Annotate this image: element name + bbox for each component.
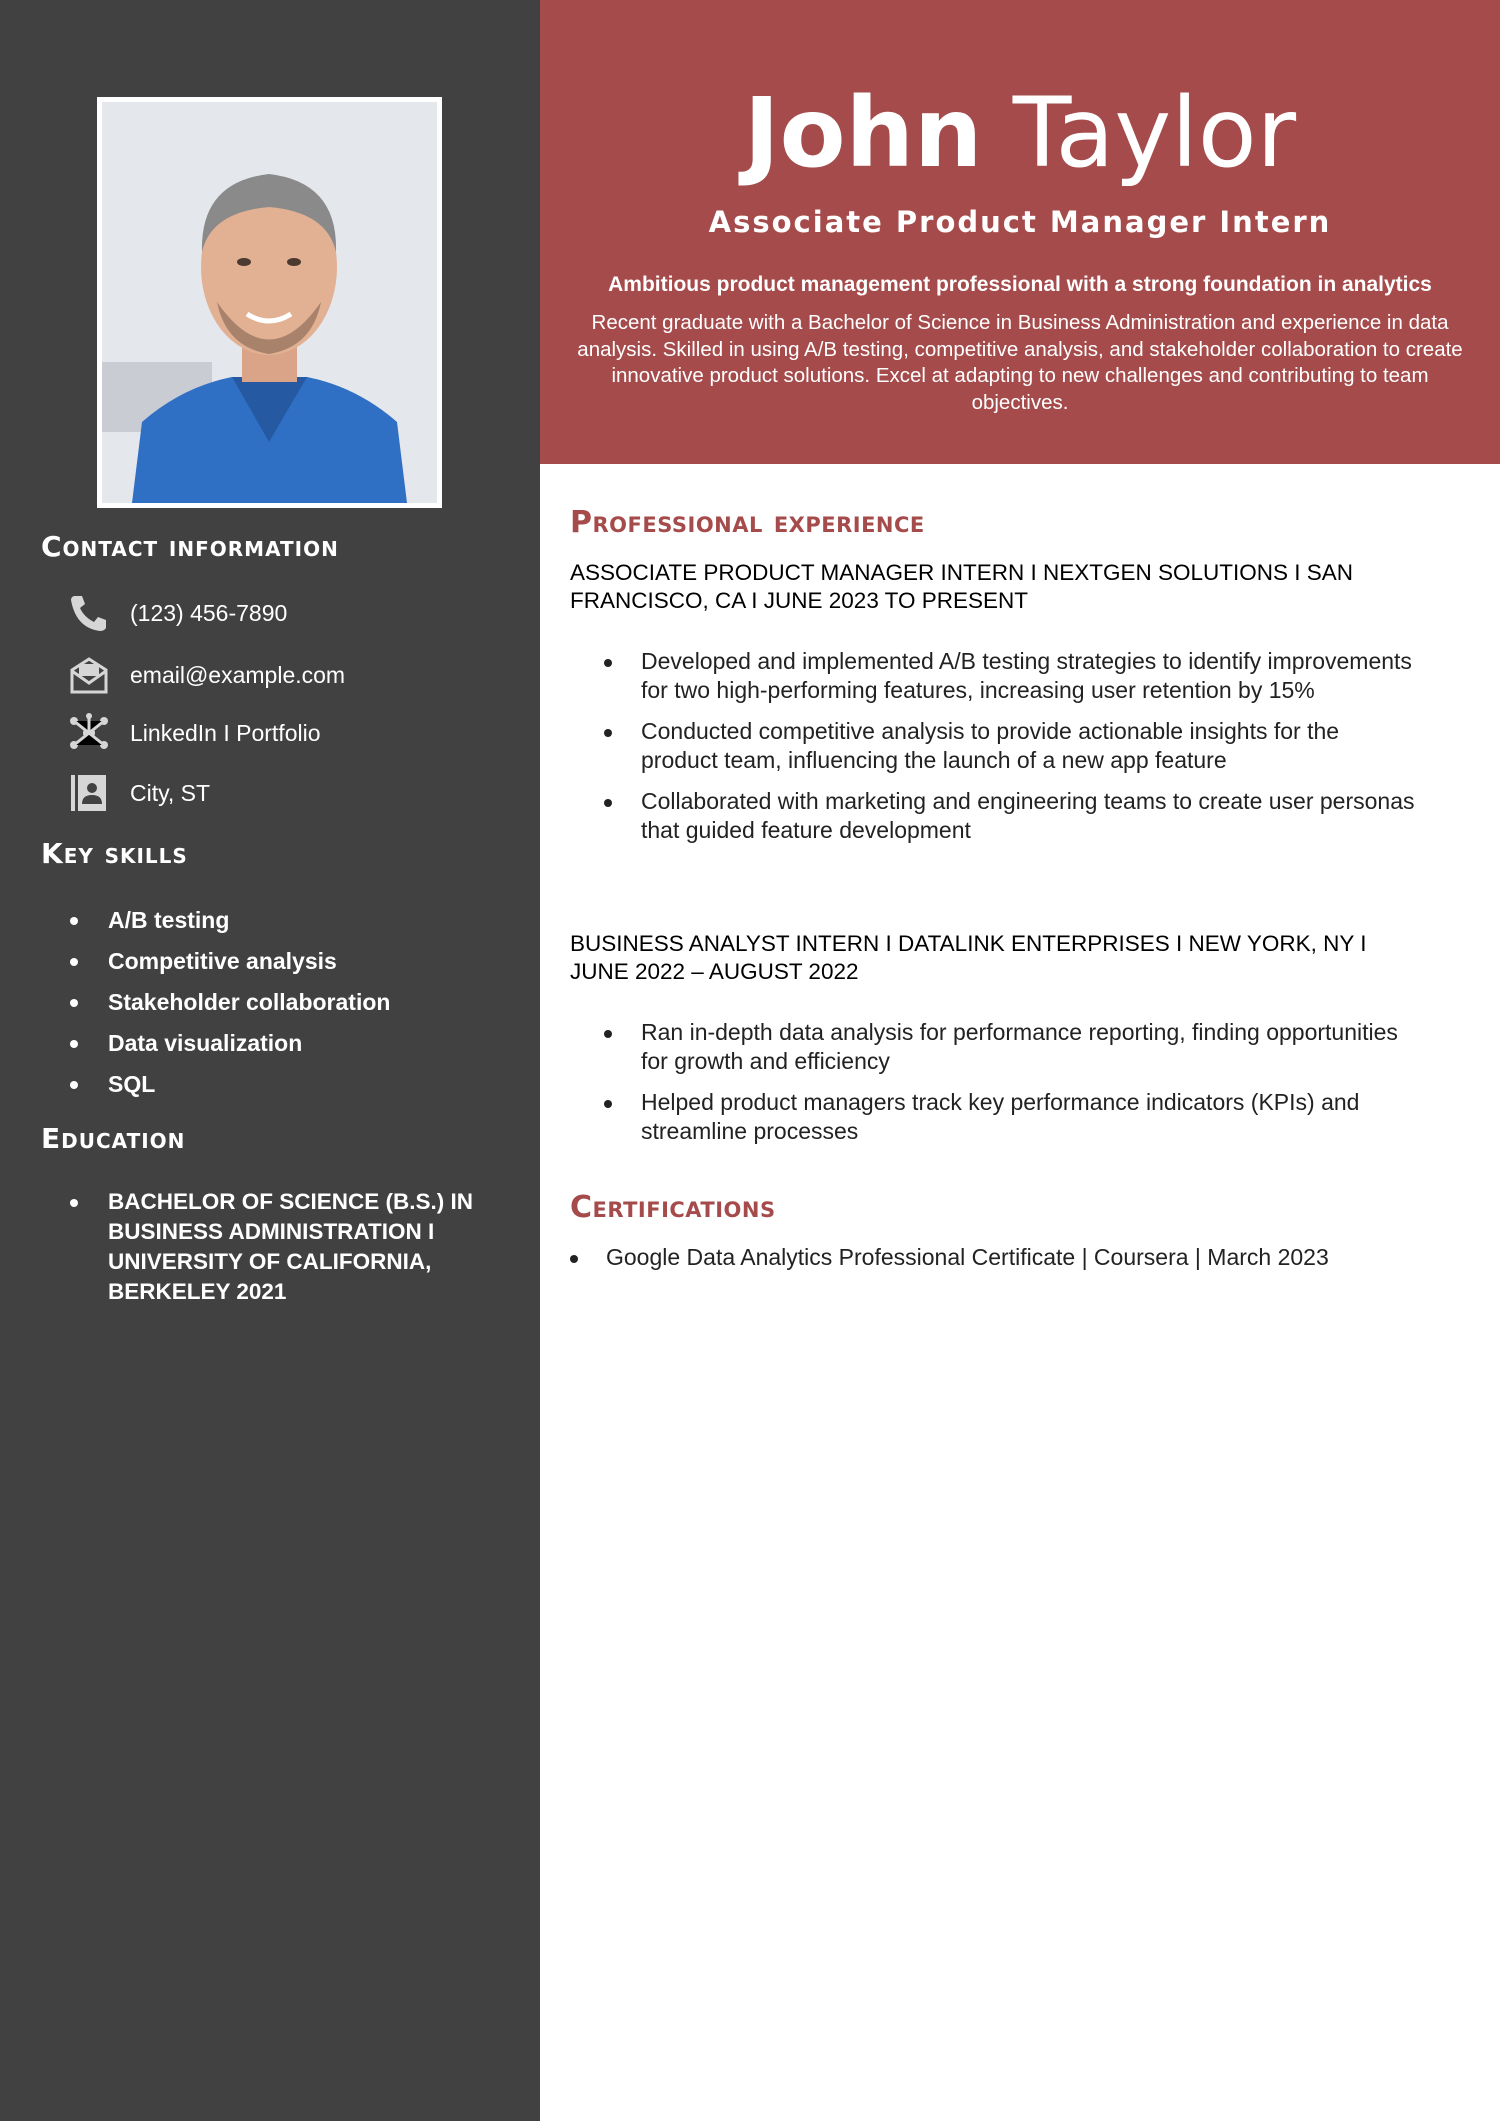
sidebar (0, 0, 540, 2121)
certifications-heading: Certifications (570, 1190, 776, 1225)
skills-heading: Key skills (41, 837, 188, 870)
first-name: John (743, 77, 983, 189)
job-2-bullets (600, 1018, 1420, 1158)
list-item: Data visualization (66, 1023, 390, 1064)
job-1-bullets (600, 647, 1420, 857)
list-item: Competitive analysis (66, 941, 390, 982)
contact-phone (66, 590, 287, 636)
skills-list (66, 900, 390, 1105)
email-icon (66, 652, 112, 698)
list-item: Ran in-depth data analysis for performance reporting, finding opportunities for growth and efficiency (600, 1018, 1420, 1076)
header-banner (540, 0, 1500, 464)
phone-icon (66, 590, 112, 636)
contact-phone-text: (123) 456-7890 (130, 599, 288, 626)
address-book-icon (66, 770, 112, 816)
list-item: BACHELOR OF SCIENCE (B.S.) IN BUSINESS ADMINISTRATION I UNIVERSITY OF CALIFORNIA, BERKELEY 2021 (66, 1187, 506, 1307)
list-item: Conducted competitive analysis to provide actionable insights for the product team, influencing the launch of a new app feature (600, 717, 1420, 775)
job-title-2: BUSINESS ANALYST INTERN I DATALINK ENTERPRISES I NEW YORK, NY I JUNE 2022 – AUGUST 2022 (570, 931, 1367, 984)
job-title-1: ASSOCIATE PRODUCT MANAGER INTERN I NEXTGEN SOLUTIONS I SAN FRANCISCO, CA I JUNE 2023 TO PRESENT (570, 560, 1354, 613)
last-name: Taylor (1012, 77, 1297, 189)
candidate-name (540, 78, 1500, 188)
list-item: A/B testing (66, 900, 390, 941)
job-title: Associate Product Manager Intern (708, 205, 1332, 239)
education-heading: Education (41, 1122, 186, 1155)
education-list (66, 1187, 506, 1307)
contact-email (66, 652, 345, 698)
certifications-list (566, 1243, 1466, 1272)
contact-links (66, 710, 321, 756)
contact-links-text: LinkedIn I Portfolio (130, 719, 321, 746)
network-icon (66, 710, 112, 756)
list-item: Developed and implemented A/B testing strategies to identify improvements for two high-performing features, increasing user retention by 15% (600, 647, 1420, 705)
profile-photo (97, 97, 442, 508)
contact-location (66, 770, 210, 816)
tagline: Ambitious product management professional with a strong foundation in analytics (608, 273, 1432, 296)
contact-email-text: email@example.com (130, 661, 346, 688)
list-item: Stakeholder collaboration (66, 982, 390, 1023)
list-item: SQL (66, 1064, 390, 1105)
contact-location-text: City, ST (130, 779, 211, 806)
list-item: Google Data Analytics Professional Certificate | Coursera | March 2023 (566, 1243, 1466, 1272)
contact-heading: Contact information (41, 530, 339, 563)
list-item: Helped product managers track key performance indicators (KPIs) and streamline processes (600, 1088, 1420, 1146)
summary: Recent graduate with a Bachelor of Science in Business Administration and experience in data analysis. Skilled in using A/B testing, competitive analysis, and stakeholder collaboration to create innovative product solutions. Excel at adapting to new challenges and contributing to team objectives. (577, 311, 1463, 414)
experience-heading: Professional experience (570, 505, 925, 540)
list-item: Collaborated with marketing and engineering teams to create user personas that guided feature development (600, 787, 1420, 845)
